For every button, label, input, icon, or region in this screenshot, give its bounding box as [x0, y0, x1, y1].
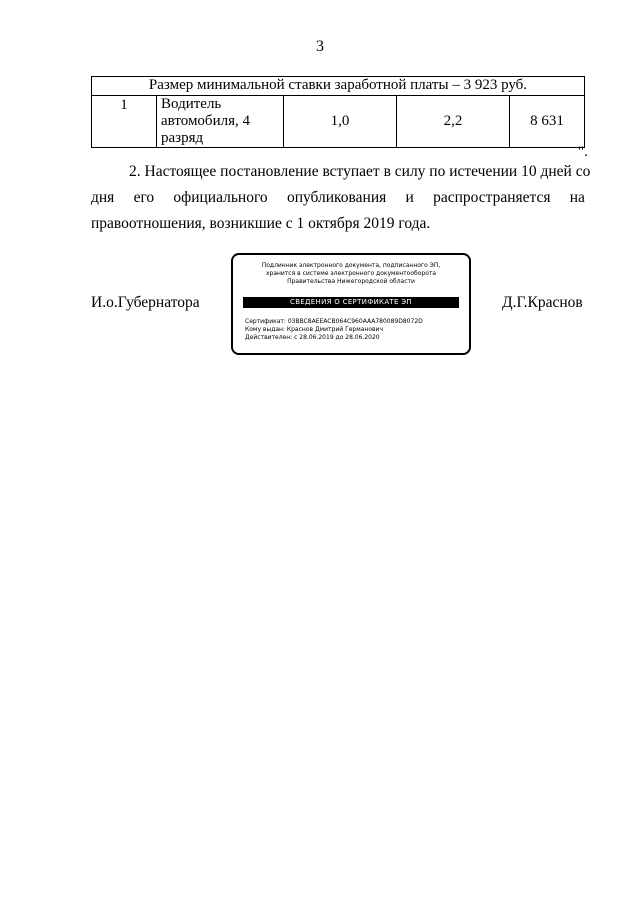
paragraph-line-1: 2. Настоящее постановление вступает в силу по истечении 10 дней со — [129, 163, 591, 180]
paragraph-2 — [91, 159, 591, 237]
paragraph-word: и — [405, 189, 414, 206]
paragraph-word: официального — [173, 189, 268, 206]
paragraph-line-2 — [91, 185, 585, 211]
paragraph-word: его — [133, 189, 155, 206]
stamp-header-line: хранится в системе электронного документооборота — [265, 270, 437, 277]
salary-value: 8 631 — [510, 96, 585, 148]
signer-title: И.о.Губернатора — [91, 294, 200, 311]
paragraph-word: на — [569, 189, 585, 206]
electronic-signature-stamp — [231, 253, 471, 355]
certificate-details — [245, 318, 423, 342]
position-name — [157, 96, 284, 148]
stamp-header — [233, 262, 469, 286]
closing-quote: ". — [578, 144, 588, 160]
paragraph-word: дня — [91, 189, 115, 206]
paragraph-word: опубликования — [286, 189, 387, 206]
coefficient-1: 1,0 — [284, 96, 397, 148]
table-row — [92, 96, 585, 148]
paragraph-word: распространяется — [433, 189, 551, 206]
certificate-validity: Действителен: с 28.06.2019 до 28.06.2020 — [245, 334, 380, 341]
position-line-3: разряд — [161, 130, 204, 146]
certificate-number: Сертификат: 03BBC8AEEACB064C960AAA780089D8072D — [245, 318, 423, 325]
position-line-1: Водитель — [161, 96, 222, 112]
paragraph-line-3: правоотношения, возникшие с 1 октября 2019 года. — [91, 215, 431, 232]
coefficient-2: 2,2 — [397, 96, 510, 148]
row-number: 1 — [92, 96, 157, 148]
stamp-header-line: Подлинник электронного документа, подписанного ЭП, — [261, 262, 441, 269]
certificate-owner: Кому выдан: Краснов Дмитрий Германович — [245, 326, 384, 333]
table-caption-row — [92, 77, 585, 96]
table-caption: Размер минимальной ставки заработной платы – 3 923 руб. — [92, 77, 585, 96]
position-line-2: автомобиля, 4 — [161, 113, 250, 129]
certificate-info-bar: СВЕДЕНИЯ О СЕРТИФИКАТЕ ЭП — [243, 297, 459, 308]
signer-name: Д.Г.Краснов — [502, 294, 583, 311]
wage-table — [91, 76, 585, 148]
page-number: 3 — [316, 38, 324, 55]
stamp-header-line: Правительства Нижегородской области — [287, 278, 415, 285]
